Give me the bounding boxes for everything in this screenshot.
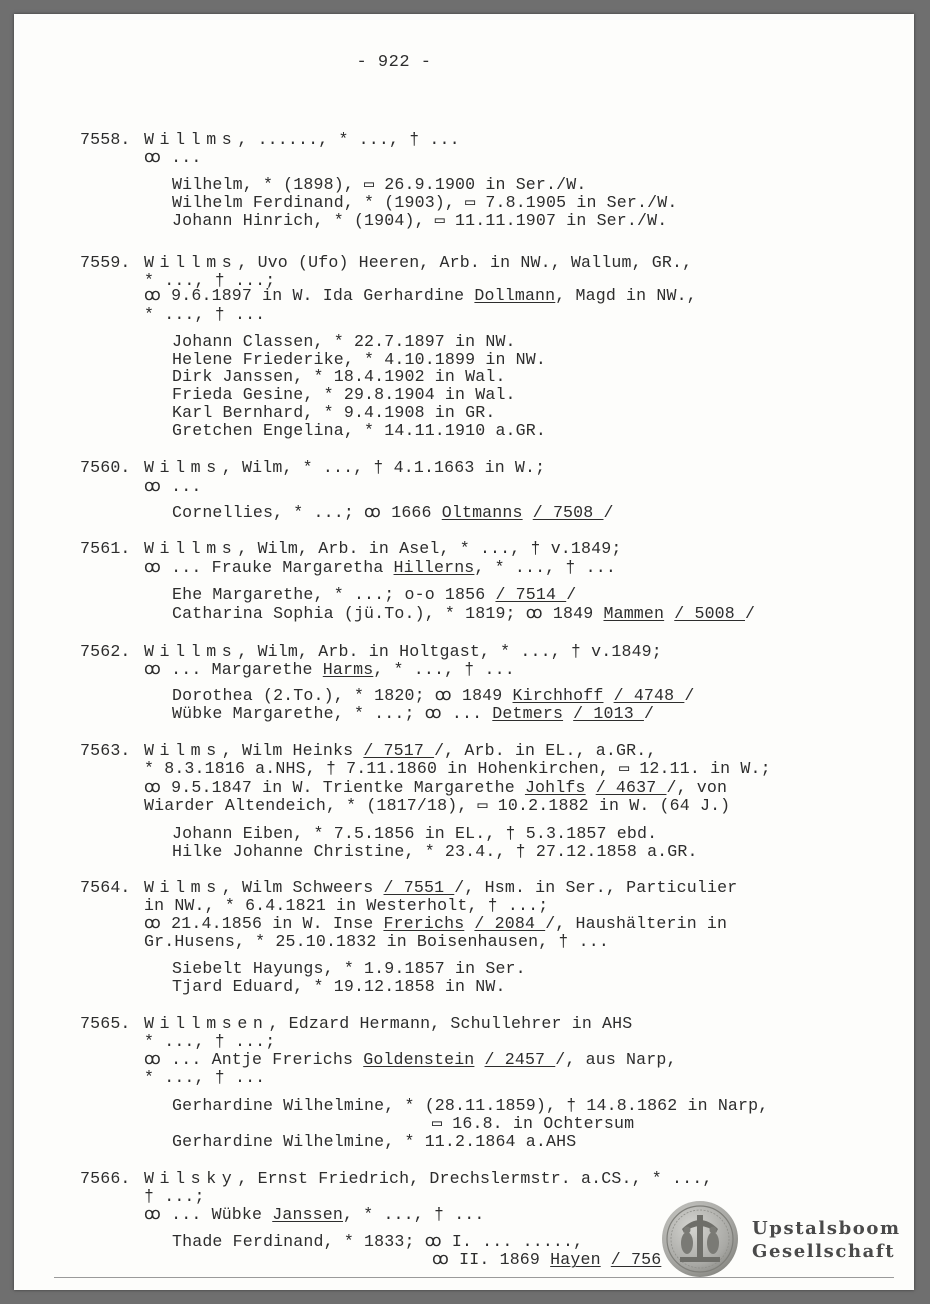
text-segment: Frieda Gesine, * 29.8.1904 in Wal.	[172, 385, 516, 404]
text-segment: /	[566, 585, 577, 604]
text-segment: /	[684, 686, 695, 705]
text-segment: ꝏ ... Margarethe	[144, 660, 323, 679]
entry-head	[144, 459, 545, 477]
surname: Willms	[144, 130, 238, 149]
surname: Willms	[144, 539, 238, 558]
child-line	[172, 705, 654, 723]
underlined-reference: Frerichs	[383, 914, 465, 933]
underlined-reference: / 4637	[595, 778, 667, 797]
underlined-reference: Harms	[322, 660, 374, 679]
watermark-line-1: Upstalsboom	[752, 1218, 901, 1239]
text-segment: /, Arb. in EL., a.GR.,	[434, 741, 657, 760]
underlined-reference: Hillerns	[393, 558, 475, 577]
child-line	[172, 1133, 576, 1151]
surname: Wilms	[144, 458, 222, 477]
marriage-line	[144, 149, 201, 167]
text-segment: Johann Hinrich, * (1904), ▭ 11.11.1907 in Ser./W.	[172, 211, 668, 230]
text-segment	[474, 1050, 484, 1069]
text-segment: /	[643, 704, 655, 723]
child-line	[172, 978, 506, 996]
marriage-line	[144, 933, 609, 951]
underlined-reference: Goldenstein	[363, 1050, 475, 1069]
child-line	[432, 1251, 661, 1269]
surname: Willmsen	[144, 1014, 269, 1033]
text-segment: Wübke Margarethe, * ...; ꝏ ...	[172, 704, 493, 723]
marriage-line	[144, 1206, 485, 1224]
text-segment: Wiarder Altendeich, * (1817/18), ▭ 10.2.1882 in W. (64 J.)	[144, 796, 731, 815]
text-segment: Helene Friederike, * 4.10.1899 in NW.	[172, 350, 546, 369]
text-segment: , * ..., † ...	[474, 558, 616, 577]
child-line	[172, 825, 657, 843]
entry-head-continuation: * ..., † ...;	[144, 271, 276, 290]
watermark-line-2: Gesellschaft	[752, 1241, 896, 1262]
text-segment: Johann Eiben, * 7.5.1856 in EL., † 5.3.1857 ebd.	[172, 824, 658, 843]
document-page	[14, 14, 914, 1290]
text-segment	[523, 503, 533, 522]
text-segment: , * ..., † ...	[343, 1205, 485, 1224]
entry-head	[144, 742, 656, 760]
entry-number: 7565.	[80, 1014, 131, 1033]
text-segment: Siebelt Hayungs, * 1.9.1857 in Ser.	[172, 959, 526, 978]
text-segment: ꝏ 9.5.1847 in W. Trientke Margarethe	[144, 778, 525, 797]
text-segment: Hilke Johanne Christine, * 23.4., † 27.12.1858 a.GR.	[172, 842, 698, 861]
entry-head	[144, 879, 737, 897]
entry-number: 7562.	[80, 642, 131, 661]
text-segment: , Edzard Hermann, Schullehrer in AHS	[268, 1014, 633, 1033]
text-segment: , Uvo (Ufo) Heeren, Arb. in NW., Wallum, GR.,	[237, 253, 693, 272]
text-segment: Wilhelm, * (1898), ▭ 26.9.1900 in Ser./W.	[172, 175, 587, 194]
child-line	[172, 605, 755, 623]
text-segment: * ..., † ...	[144, 1068, 266, 1087]
text-segment: ꝏ ... Frauke Margaretha	[144, 558, 394, 577]
text-segment: /	[603, 503, 614, 522]
text-segment	[464, 914, 474, 933]
entry-number: 7560.	[80, 458, 131, 477]
text-segment: , Wilm Schweers	[221, 878, 384, 897]
text-segment: ꝏ II. 1869	[432, 1250, 551, 1269]
child-line	[172, 504, 614, 522]
text-segment	[586, 778, 596, 797]
text-segment: , Wilm Heinks	[221, 741, 364, 760]
text-segment: ▭ 16.8. in Ochtersum	[432, 1114, 635, 1133]
text-segment: Gr.Husens, * 25.10.1832 in Boisenhausen, † ...	[144, 932, 609, 951]
underlined-reference: / 756	[610, 1250, 662, 1269]
child-line	[172, 368, 506, 386]
text-segment: /, Haushälterin in	[545, 914, 728, 933]
text-segment: ꝏ ... Wübke	[144, 1205, 273, 1224]
underlined-reference: / 1013	[573, 704, 644, 723]
text-segment: , Wilm, * ..., † 4.1.1663 in W.;	[221, 458, 546, 477]
text-segment: Thade Ferdinand, * 1833; ꝏ I. ... .....,	[172, 1232, 584, 1251]
marriage-line	[144, 478, 201, 496]
genealogy-entries	[14, 14, 914, 1290]
child-line	[172, 212, 667, 230]
watermark-brand	[752, 1217, 912, 1263]
text-segment: Gerhardine Wilhelmine, * 11.2.1864 a.AHS	[172, 1132, 577, 1151]
text-segment: , Wilm, Arb. in Holtgast, * ..., † v.1849;	[237, 642, 662, 661]
child-line	[172, 386, 516, 404]
underlined-reference: Dollmann	[474, 286, 556, 305]
underlined-reference: / 4748	[613, 686, 685, 705]
text-segment: Gretchen Engelina, * 14.11.1910 a.GR.	[172, 421, 546, 440]
marriage-line	[144, 915, 727, 933]
entry-head-continuation: * 8.3.1816 a.NHS, † 7.11.1860 in Hohenkirchen, ▭ 12.11. in W.;	[144, 759, 771, 778]
child-line	[172, 687, 694, 705]
marriage-line	[144, 779, 727, 797]
underlined-reference: Hayen	[550, 1250, 601, 1269]
entry-head	[144, 643, 662, 661]
child-line	[172, 843, 698, 861]
entry-number: 7559.	[80, 253, 131, 272]
text-segment: Dirk Janssen, * 18.4.1902 in Wal.	[172, 367, 506, 386]
marriage-line	[144, 1051, 677, 1069]
child-line	[172, 1097, 768, 1115]
entry-head	[144, 254, 692, 272]
text-segment: Karl Bernhard, * 9.4.1908 in GR.	[172, 403, 496, 422]
underlined-reference: Johlfs	[524, 778, 586, 797]
child-line	[172, 960, 526, 978]
page-number: - 922 -	[356, 53, 432, 72]
text-segment: ꝏ ... Antje Frerichs	[144, 1050, 364, 1069]
underlined-reference: / 5008	[674, 604, 746, 623]
text-segment: /, von	[666, 778, 728, 797]
text-segment: * ..., † ...	[144, 305, 266, 324]
text-segment: ꝏ 21.4.1856 in W. Inse	[144, 914, 384, 933]
text-segment: ꝏ 9.6.1897 in W. Ida Gerhardine	[144, 286, 475, 305]
entry-number: 7558.	[80, 130, 131, 149]
entry-number: 7566.	[80, 1169, 131, 1188]
underlined-reference: / 2457	[484, 1050, 556, 1069]
entry-head	[144, 1170, 712, 1188]
surname: Wilms	[144, 878, 222, 897]
underlined-reference: / 7508	[532, 503, 604, 522]
text-segment: /, Hsm. in Ser., Particulier	[454, 878, 738, 897]
child-line	[432, 1115, 634, 1133]
surname: Wilsky	[144, 1169, 238, 1188]
text-segment: /	[745, 604, 756, 623]
text-segment: ꝏ ...	[144, 477, 202, 496]
text-segment: Catharina Sophia (jü.To.), * 1819; ꝏ 1849	[172, 604, 604, 623]
marriage-line	[144, 1069, 265, 1087]
text-segment: , ......, * ..., † ...	[237, 130, 460, 149]
text-segment	[604, 686, 614, 705]
child-line	[172, 333, 516, 351]
marriage-line	[144, 797, 730, 815]
child-line	[172, 404, 495, 422]
bottom-rule	[54, 1277, 894, 1278]
entry-number: 7561.	[80, 539, 131, 558]
entry-head	[144, 540, 621, 558]
text-segment: Cornellies, * ...; ꝏ 1666	[172, 503, 442, 522]
text-segment: , Ernst Friedrich, Drechslermstr. a.CS., * ...,	[237, 1169, 713, 1188]
marriage-line	[144, 559, 616, 577]
child-line	[172, 586, 576, 604]
text-segment: Tjard Eduard, * 19.12.1858 in NW.	[172, 977, 506, 996]
surname: Willms	[144, 642, 238, 661]
text-segment: , * ..., † ...	[373, 660, 515, 679]
entry-head-continuation: * ..., † ...;	[144, 1032, 276, 1051]
underlined-reference: / 7514	[495, 585, 567, 604]
text-segment: Ehe Margarethe, * ...; o-o 1856	[172, 585, 496, 604]
text-segment: Johann Classen, * 22.7.1897 in NW.	[172, 332, 516, 351]
text-segment: , Magd in NW.,	[555, 286, 697, 305]
text-segment	[664, 604, 674, 623]
underlined-reference: / 2084	[474, 914, 546, 933]
text-segment: /, aus Narp,	[555, 1050, 677, 1069]
entry-head-continuation: † ...;	[144, 1187, 205, 1206]
text-segment: , Wilm, Arb. in Asel, * ..., † v.1849;	[237, 539, 622, 558]
underlined-reference: Oltmanns	[441, 503, 523, 522]
entry-number: 7564.	[80, 878, 131, 897]
surname: Willms	[144, 253, 238, 272]
child-line	[172, 176, 586, 194]
underlined-reference: Detmers	[492, 704, 564, 723]
text-segment	[563, 704, 573, 723]
underlined-reference: Janssen	[272, 1205, 344, 1224]
entry-head	[144, 1015, 632, 1033]
underlined-reference: / 7551	[383, 878, 455, 897]
marriage-line	[144, 661, 515, 679]
child-line	[172, 1233, 583, 1251]
entry-head	[144, 131, 460, 149]
entry-number: 7563.	[80, 741, 131, 760]
society-seal-icon	[660, 1199, 740, 1279]
child-line	[172, 422, 546, 440]
entry-head-continuation: in NW., * 6.4.1821 in Westerholt, † ...;	[144, 896, 549, 915]
child-line	[172, 194, 677, 212]
underlined-reference: Mammen	[603, 604, 665, 623]
underlined-reference: / 7517	[363, 741, 435, 760]
marriage-line	[144, 306, 265, 324]
text-segment: Wilhelm Ferdinand, * (1903), ▭ 7.8.1905 in Ser./W.	[172, 193, 678, 212]
text-segment: ꝏ ...	[144, 148, 202, 167]
text-segment: Gerhardine Wilhelmine, * (28.11.1859), † 14.8.1862 in Narp,	[172, 1096, 769, 1115]
marriage-line	[144, 287, 697, 305]
surname: Wilms	[144, 741, 222, 760]
underlined-reference: Kirchhoff	[512, 686, 604, 705]
text-segment	[601, 1250, 611, 1269]
text-segment: Dorothea (2.To.), * 1820; ꝏ 1849	[172, 686, 513, 705]
